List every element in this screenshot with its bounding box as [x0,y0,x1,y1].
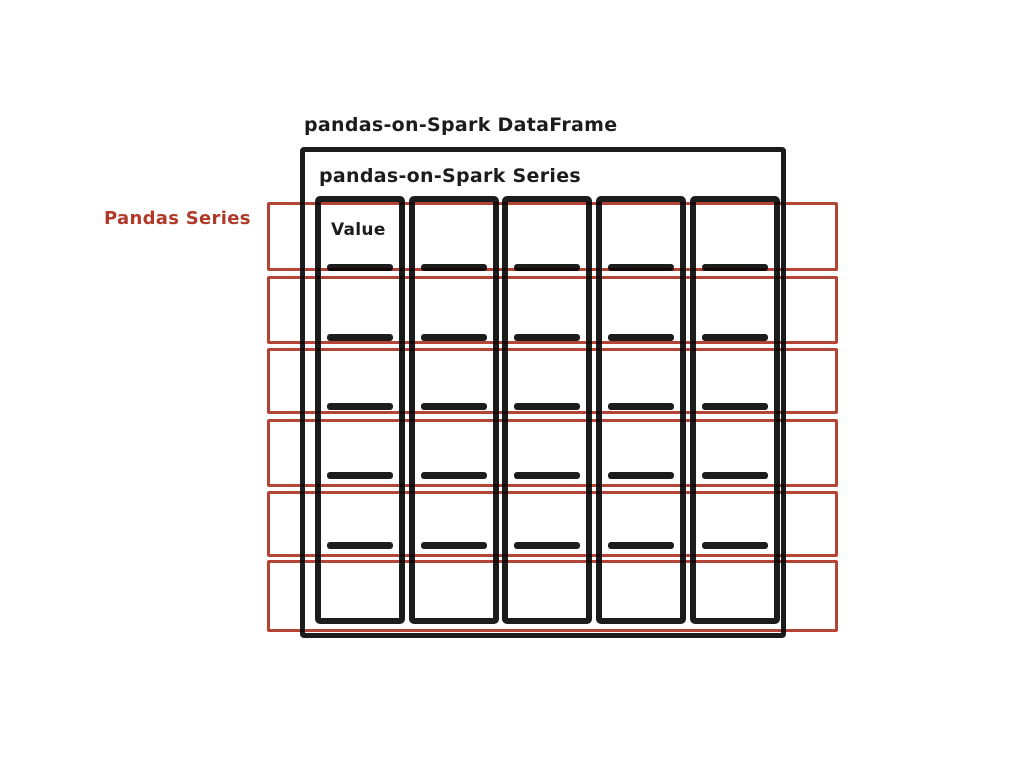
pandas-series-row [267,348,838,414]
pandas-series-row [267,419,838,487]
pandas-series-row [267,491,838,557]
pandas-series-row [267,276,838,344]
value-label: Value [331,220,386,240]
dataframe-title: pandas-on-Spark DataFrame [304,114,618,136]
pandas-series-row [267,560,838,632]
spark-series-label: pandas-on-Spark Series [319,165,582,187]
pandas-series-label: Pandas Series [104,208,251,229]
pandas-series-row [267,202,838,271]
